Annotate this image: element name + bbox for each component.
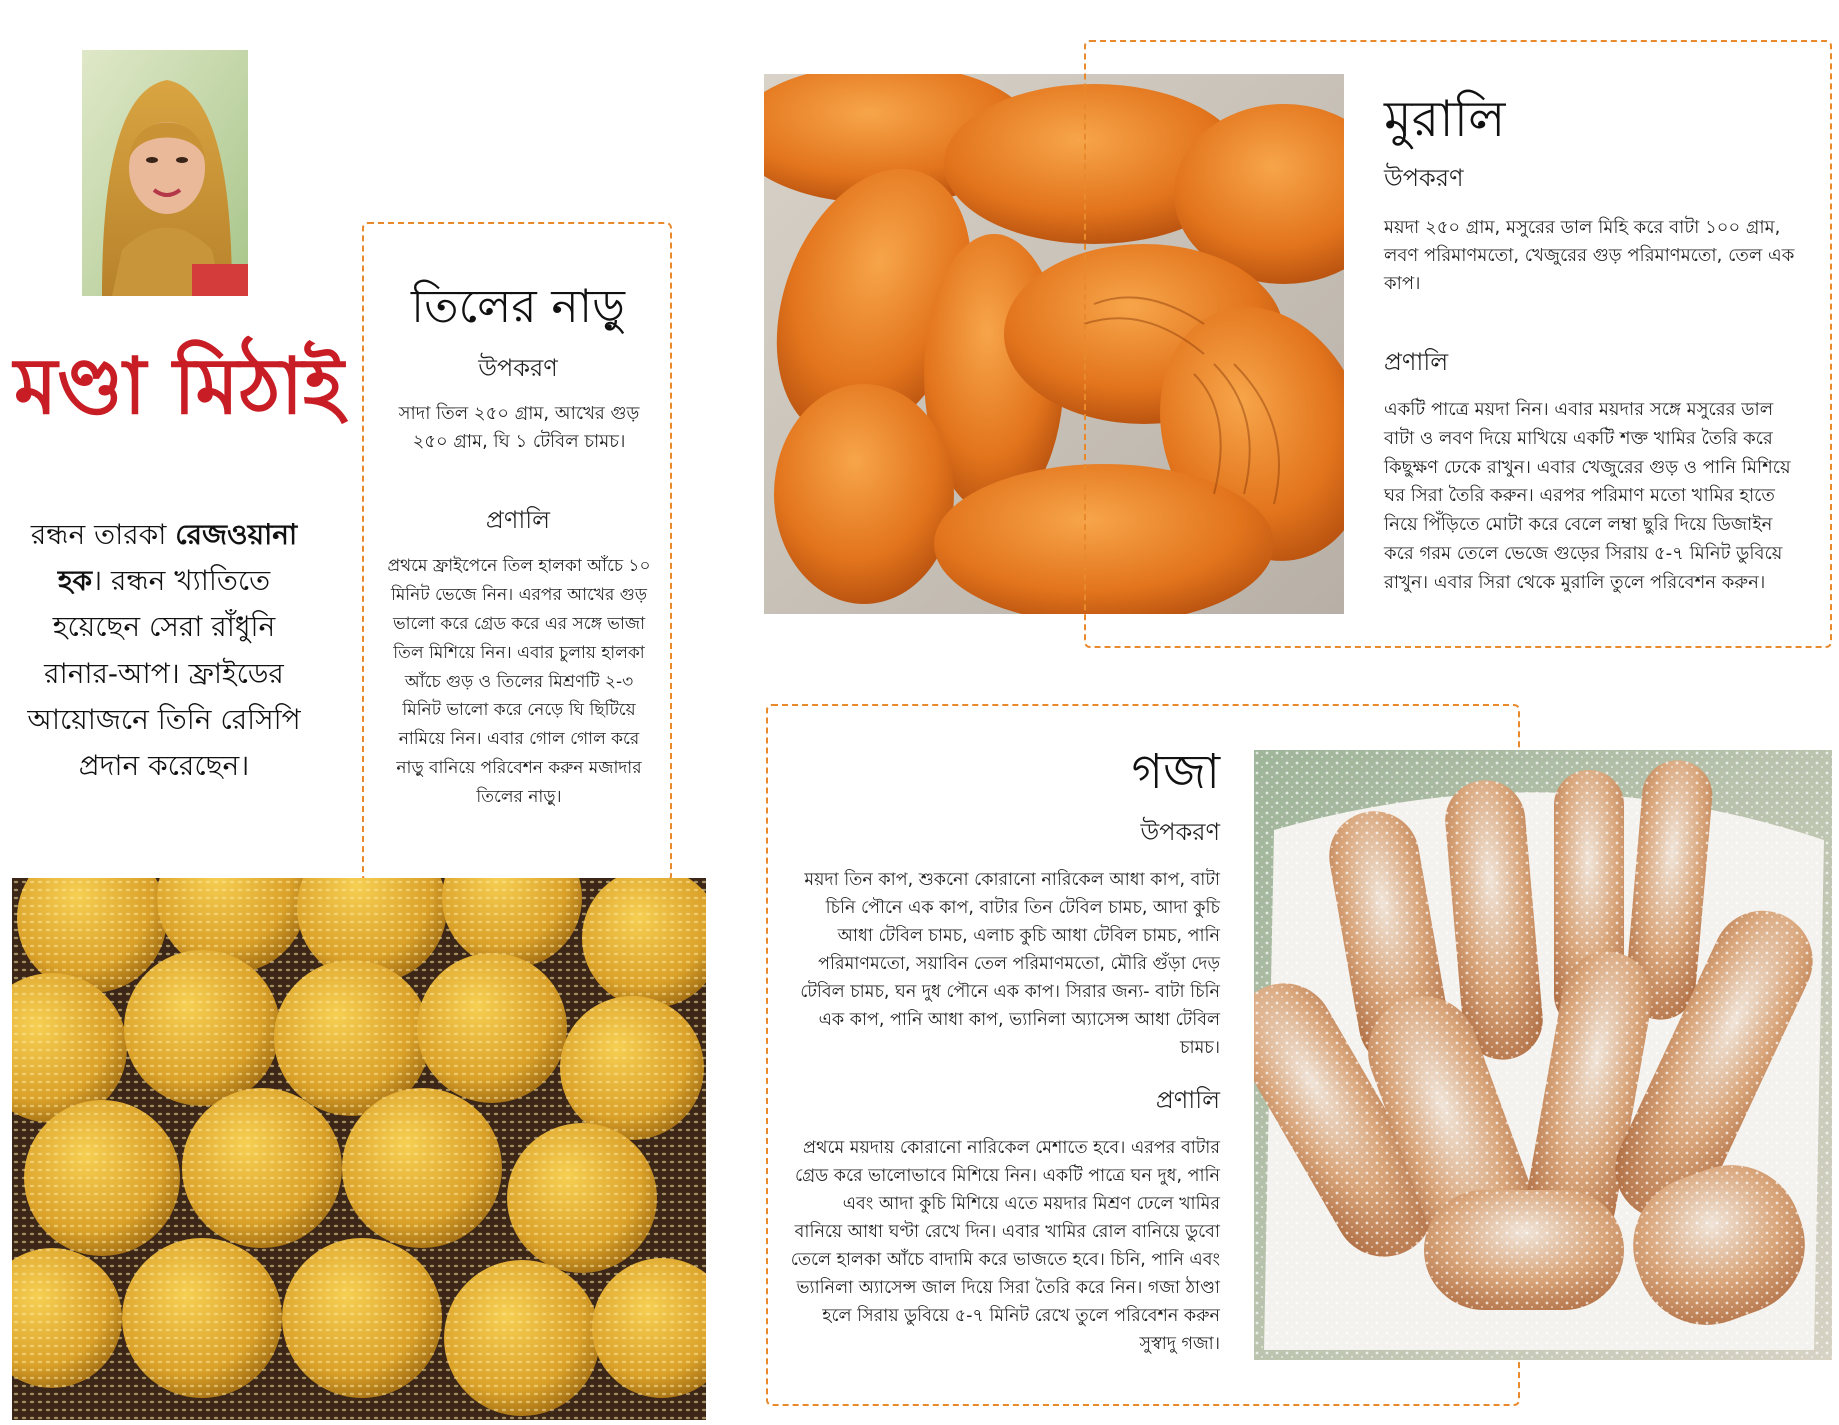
goja-title: গজা [1131,744,1220,800]
tiler-naru-title: তিলের নাড়ু [411,279,625,333]
goja-method-heading: প্রণালি [1155,1086,1220,1114]
murali-ingredients: ময়দা ২৫০ গ্রাম, মসুরের ডাল মিহি করে বাটা ১০০ গ্রাম, লবণ পরিমাণমতো, খেজুরের গুড় পরিমাণমতো, তেল এক কাপ। [1384,217,1795,294]
goja-method: প্রথমে ময়দায় কোরানো নারিকেল মেশাতে হবে। এরপর বাটার গ্রেড করে ভালোভাবে মিশিয়ে নিন। একটি পাত্রে ঘন দুধ, পানি এবং আদা কুচি মিশিয়ে এতে ময়দার মিশ্রণ ঢেলে খামির বানিয়ে আধা ঘণ্টা রেখে দিন। এবার খামির রোল বানিয়ে ডুবো তেলে হালকা আঁচে বাদামি করে ভাজতে হবে। চিনি, পানি এবং ভ্যানিলা অ্যাসেন্স জাল দিয়ে সিরা তৈরি করে নিন। গজা ঠাণ্ডা হলে সিরায় ডুবিয়ে ৫-৭ মিনিট রেখে তুলে পরিবেশন করুন সুস্বাদু গজা। [790,1138,1220,1354]
murali-title: মুরালি [1384,90,1506,148]
murali-method: একটি পাত্রে ময়দা নিন। এবার ময়দার সঙ্গে মসুরের ডাল বাটা ও লবণ দিয়ে মাখিয়ে একটি শক্ত খামির তৈরি করে কিছুক্ষণ ঢেকে রাখুন। এবার খেজুরের গুড় ও পানি মিশিয়ে ঘর সিরা তৈরি করুন। এরপর পরিমাণ মতো খামির হাতে নিয়ে পিঁড়িতে মোটা করে বেলে লম্বা ছুরি দিয়ে ডিজাইন করে গরম তেলে ভেজে গুড়ের সিরায় ৫-৭ মিনিট ডুবিয়ে রাখুন। এবার সিরা থেকে মুরালি তুলে পরিবেশন করুন। [1384,399,1791,593]
goja-ingredients-heading: উপকরণ [1140,818,1220,846]
intro-suffix: । রন্ধন খ্যাতিতে হয়েছেন সেরা রাঁধুনি রানার-আপ। ফ্রাইডের আয়োজনে তিনি রেসিপি প্রদান করেছেন। [27,564,301,782]
brand-title: মণ্ডা মিঠাই [14,341,344,432]
tiler-naru-method-heading: প্রণালি [485,506,551,534]
chef-intro [14,512,314,789]
tiler-naru-ingredients: সাদা তিল ২৫০ গ্রাম, আখের গুড় ২৫০ গ্রাম, ঘি ১ টেবিল চামচ। [398,403,640,452]
tiler-naru-ingredients-heading: উপকরণ [478,354,558,382]
chef-name: রেজওয়ানা হক [57,518,298,598]
murali-method-heading: প্রণালি [1384,348,1449,376]
tiler-naru-method: প্রথমে ফ্রাইপেনে তিল হালকা আঁচে ১০ মিনিট ভেজে নিন। এরপর আখের গুড় ভালো করে গ্রেড করে এর সঙ্গে ভাজা তিল মিশিয়ে নিন। এবার চুলায় হালকা আঁচে গুড় ও তিলের মিশ্রণটি ২-৩ মিনিট ভালো করে নেড়ে ঘি ছিটিয়ে নামিয়ে নিন। এবার গোল গোল করে নাড়ু বানিয়ে পরিবেশন করুন মজাদার তিলের নাড়ু। [387,556,651,808]
murali-ingredients-heading: উপকরণ [1384,164,1464,192]
goja-ingredients: ময়দা তিন কাপ, শুকনো কোরানো নারিকেল আধা কাপ, বাটা চিনি পৌনে এক কাপ, বাটার তিন টেবিল চামচ, আদা কুচি আধা টেবিল চামচ, এলাচ কুচি আধা টেবিল চামচ, পানি পরিমাণমতো, সয়াবিন তেল পরিমাণমতো, মৌরি গুঁড়া দেড় টেবিল চামচ, ঘন দুধ পৌনে এক কাপ। সিরার জন্য- বাটা চিনি এক কাপ, পানি আধা কাপ, ভ্যানিলা অ্যাসেন্স আধা টেবিল চামচ। [800,870,1220,1058]
intro-prefix: রন্ধন তারকা [30,518,176,551]
chef-portrait-photo [82,50,248,296]
tiler-naru-photo [12,878,706,1420]
goja-photo [1254,750,1832,1360]
